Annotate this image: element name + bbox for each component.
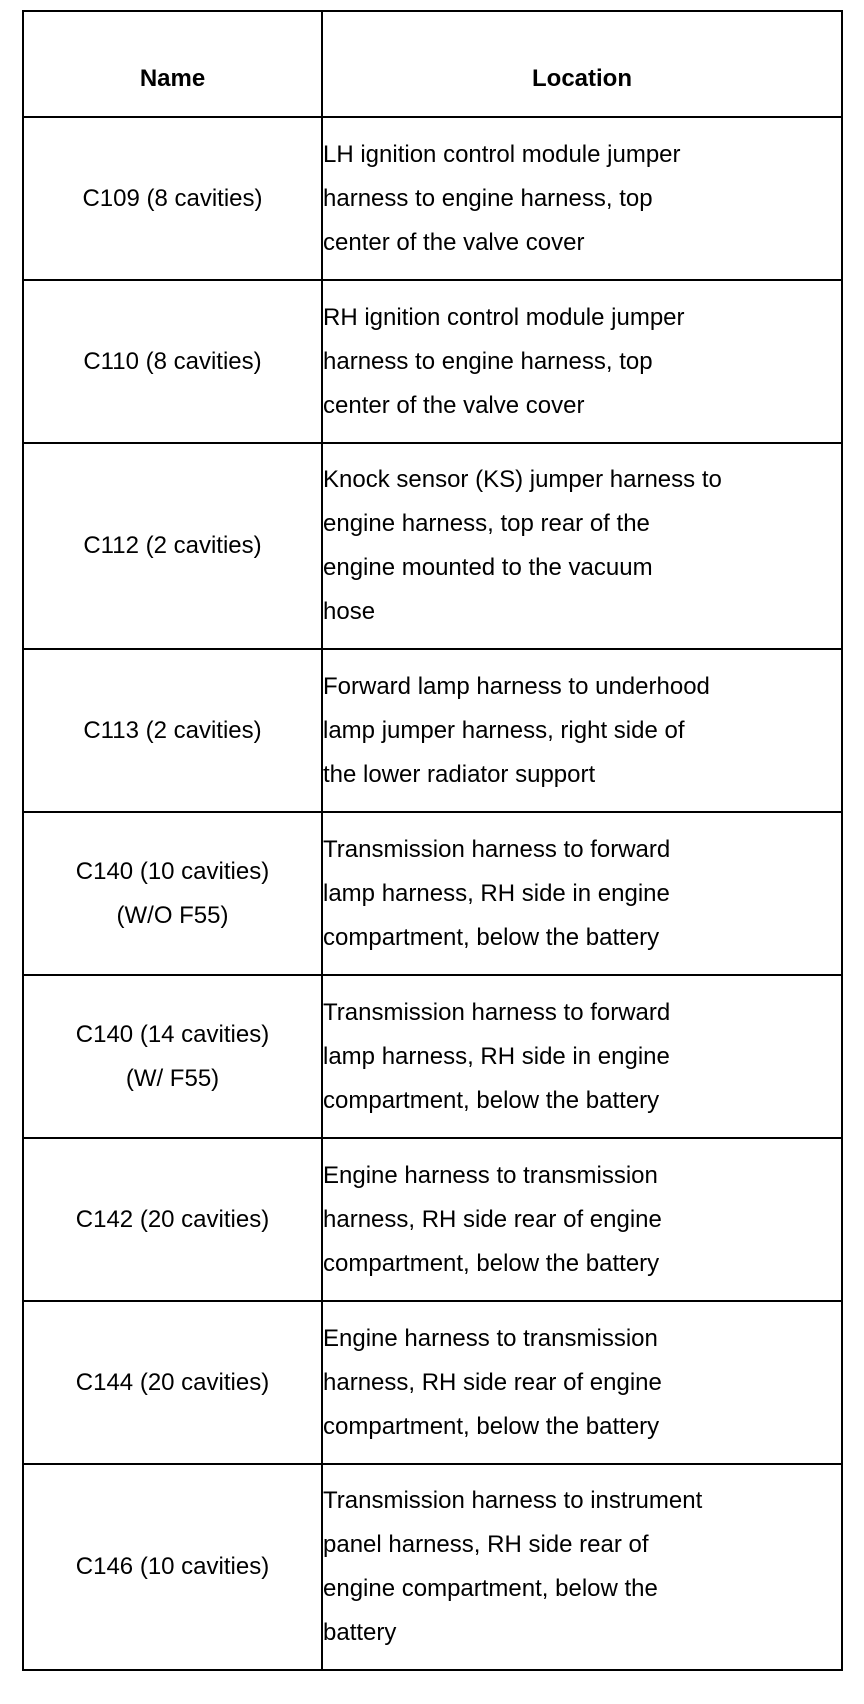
location-line: lamp harness, RH side in engine xyxy=(323,1042,670,1070)
connector-name: C140 (10 cavities) xyxy=(75,857,270,885)
location-line: hose xyxy=(323,598,376,625)
location-line: Transmission harness to forward xyxy=(323,835,671,863)
connector-name: C113 (2 cavities) xyxy=(83,716,262,744)
location-line: Engine harness to transmission xyxy=(323,1161,658,1189)
location-line: harness, RH side rear of engine xyxy=(323,1205,662,1233)
location-line: harness to engine harness, top xyxy=(323,184,653,212)
table-row xyxy=(23,649,842,812)
connector-option: (W/ F55) xyxy=(125,1064,220,1092)
connector-name-cell xyxy=(23,1464,322,1670)
table-header xyxy=(23,11,842,117)
connector-location-cell xyxy=(322,1301,842,1464)
location-line: RH ignition control module jumper xyxy=(323,303,685,331)
table-row xyxy=(23,812,842,975)
header-row xyxy=(23,11,842,117)
connector-location-cell xyxy=(322,975,842,1138)
location-column-header: Location xyxy=(322,11,842,117)
connector-name: C144 (20 cavities) xyxy=(75,1368,270,1396)
connector-name: C109 (8 cavities) xyxy=(82,184,263,212)
name-column-header: Name xyxy=(23,11,322,117)
location-line: compartment, below the battery xyxy=(323,923,660,951)
table-row xyxy=(23,975,842,1138)
connector-location-cell xyxy=(322,812,842,975)
table-row xyxy=(23,1138,842,1301)
location-line: the lower radiator support xyxy=(323,760,596,788)
connector-location-cell xyxy=(322,649,842,812)
location-line: Knock sensor (KS) jumper harness to xyxy=(323,466,722,493)
location-line: LH ignition control module jumper xyxy=(323,140,681,168)
location-line: harness to engine harness, top xyxy=(323,347,653,375)
table-row xyxy=(23,117,842,280)
location-line: center of the valve cover xyxy=(323,228,585,256)
connector-name: C140 (14 cavities) xyxy=(75,1020,270,1048)
location-line: lamp jumper harness, right side of xyxy=(323,716,685,744)
table-body xyxy=(23,117,842,1670)
connector-name: C110 (8 cavities) xyxy=(83,347,262,375)
connector-table xyxy=(22,10,843,1671)
location-line: Transmission harness to forward xyxy=(323,998,671,1026)
connector-location-cell xyxy=(322,117,842,280)
connector-name-cell xyxy=(23,1301,322,1464)
table-row xyxy=(23,443,842,649)
location-line: Engine harness to transmission xyxy=(323,1324,658,1352)
location-line: lamp harness, RH side in engine xyxy=(323,879,670,907)
location-line: Transmission harness to instrument xyxy=(323,1487,703,1514)
connector-name: C142 (20 cavities) xyxy=(75,1205,270,1233)
connector-name-cell xyxy=(23,649,322,812)
location-line: engine compartment, below the xyxy=(323,1575,658,1602)
location-line: panel harness, RH side rear of xyxy=(323,1531,649,1558)
connector-name-cell xyxy=(23,975,322,1138)
connector-location-cell xyxy=(322,280,842,443)
connector-location-cell xyxy=(322,1138,842,1301)
table-row xyxy=(23,280,842,443)
connector-name: C146 (10 cavities) xyxy=(75,1553,270,1580)
location-line: center of the valve cover xyxy=(323,391,585,419)
location-line: compartment, below the battery xyxy=(323,1249,660,1277)
connector-location-cell xyxy=(322,443,842,649)
connector-name-cell xyxy=(23,117,322,280)
location-line: battery xyxy=(323,1619,397,1646)
connector-name: C112 (2 cavities) xyxy=(83,532,262,559)
connector-location-cell xyxy=(322,1464,842,1670)
location-line: engine mounted to the vacuum xyxy=(323,554,653,581)
connector-name-cell xyxy=(23,1138,322,1301)
connector-name-cell xyxy=(23,280,322,443)
location-line: Forward lamp harness to underhood xyxy=(323,672,710,700)
connector-name-cell xyxy=(23,443,322,649)
table-row xyxy=(23,1464,842,1670)
location-line: compartment, below the battery xyxy=(323,1086,660,1114)
table-row xyxy=(23,1301,842,1464)
location-line: harness, RH side rear of engine xyxy=(323,1368,662,1396)
location-line: engine harness, top rear of the xyxy=(323,510,650,537)
connector-name-cell xyxy=(23,812,322,975)
location-line: compartment, below the battery xyxy=(323,1412,660,1440)
connector-option: (W/O F55) xyxy=(116,901,229,929)
